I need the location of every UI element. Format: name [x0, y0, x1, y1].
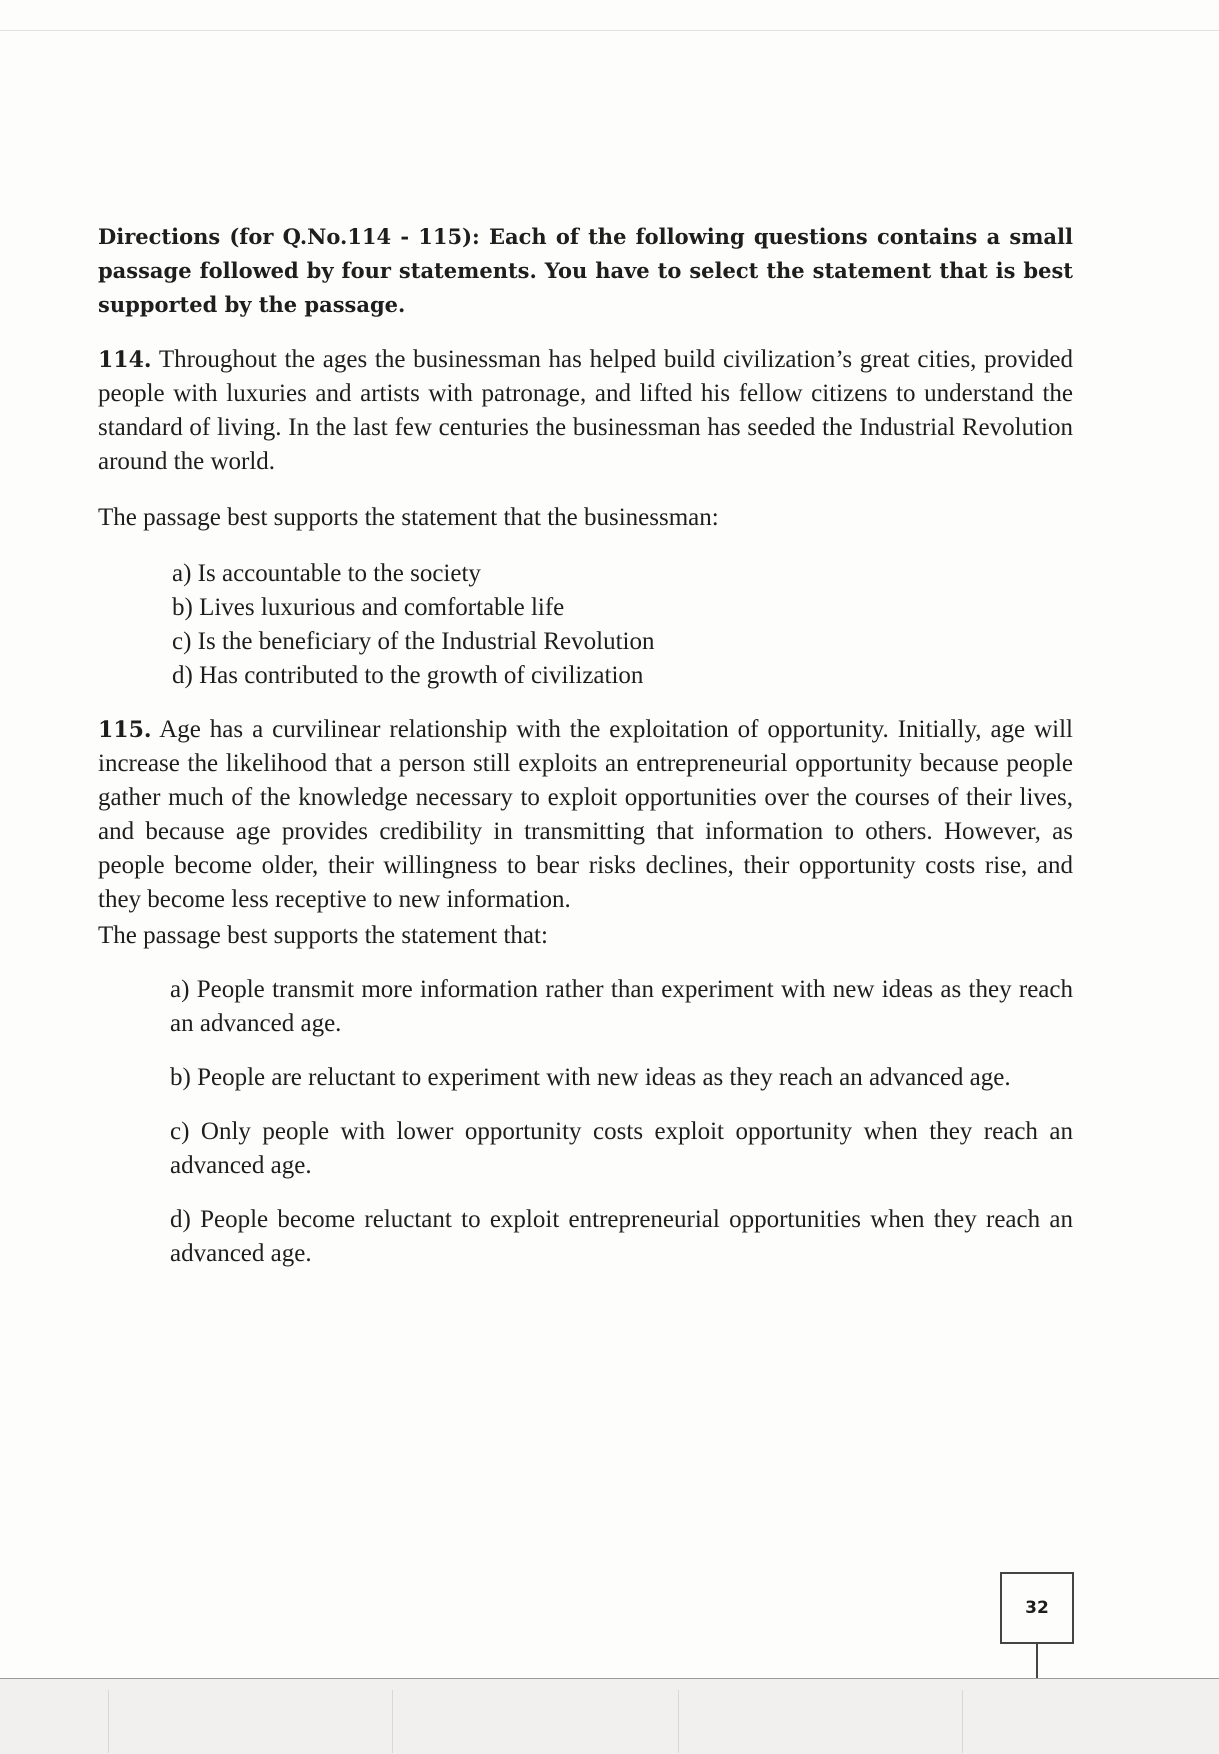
option-text: People transmit more information rather than experiment with new ideas as they reach an advanced age. — [170, 976, 1073, 1037]
option-label: a) — [172, 560, 192, 587]
option-115-c[interactable] — [98, 1115, 1073, 1183]
page-content — [98, 220, 1073, 1271]
option-label: d) — [172, 662, 193, 689]
footer-line — [108, 1690, 109, 1753]
footer-line — [962, 1690, 963, 1753]
option-114-a[interactable] — [172, 557, 1073, 591]
option-text: People become reluctant to exploit entrepreneurial opportunities when they reach an advanced age. — [170, 1206, 1073, 1267]
option-115-d[interactable] — [98, 1203, 1073, 1271]
option-label: a) — [170, 976, 190, 1003]
directions-text: Directions (for Q.No.114 - 115): Each of the following questions contains a small passage followed by four statements. You have to select the statement that is best supported by the passage. — [98, 224, 1073, 317]
option-label: c) — [170, 1118, 190, 1145]
option-label: c) — [172, 628, 192, 655]
page-number-box-stem — [1036, 1642, 1038, 1680]
footer-lines — [0, 1690, 1219, 1753]
option-label: d) — [170, 1206, 191, 1233]
option-115-a[interactable] — [98, 973, 1073, 1041]
question-115-text: Age has a curvilinear relationship with the exploitation of opportunity. Initially, age will increase the likelihood that a person still exploits an entrepreneurial opportunity because people gather much of the knowledge necessary to exploit opportunities over the courses of their lives, and because age provides credibility in transmitting that information to others. However, as people become older, their willingness to bear risks declines, their opportunity costs rise, and they become less receptive to new information. — [98, 716, 1074, 913]
question-115-stem: The passage best supports the statement that: — [98, 922, 548, 949]
option-text: Only people with lower opportunity costs exploit opportunity when they reach an advanced age. — [170, 1118, 1074, 1179]
option-label: b) — [170, 1064, 191, 1091]
option-114-c[interactable] — [172, 625, 1073, 659]
page-number: 32 — [1025, 1598, 1049, 1618]
option-115-b[interactable] — [98, 1061, 1073, 1095]
question-115-passage — [98, 713, 1073, 917]
option-text: People are reluctant to experiment with new ideas as they reach an advanced age. — [197, 1064, 1011, 1091]
option-label: b) — [172, 594, 193, 621]
option-text: Lives luxurious and comfortable life — [199, 594, 565, 621]
option-text: Has contributed to the growth of civilization — [199, 662, 644, 689]
question-114-stem: The passage best supports the statement that the businessman: — [98, 504, 719, 531]
question-114-options — [98, 557, 1073, 693]
footer-line — [678, 1690, 679, 1753]
footer-line — [392, 1690, 393, 1753]
question-114-text: Throughout the ages the businessman has helped build civilization’s great cities, provided people with luxuries and artists with patronage, and lifted his fellow citizens to understand the standard of living. In the last few centuries the businessman has seeded the Industrial Revolution around the world. — [98, 346, 1073, 475]
option-text: Is accountable to the society — [197, 560, 481, 587]
option-114-b[interactable] — [172, 591, 1073, 625]
page-top-edge — [0, 0, 1219, 31]
option-114-d[interactable] — [172, 659, 1073, 693]
question-115-number: 115. — [98, 717, 152, 743]
question-114-passage — [98, 343, 1073, 479]
question-114-number: 114. — [98, 347, 152, 373]
page-number-box — [1000, 1572, 1074, 1644]
option-text: Is the beneficiary of the Industrial Revolution — [197, 628, 655, 655]
